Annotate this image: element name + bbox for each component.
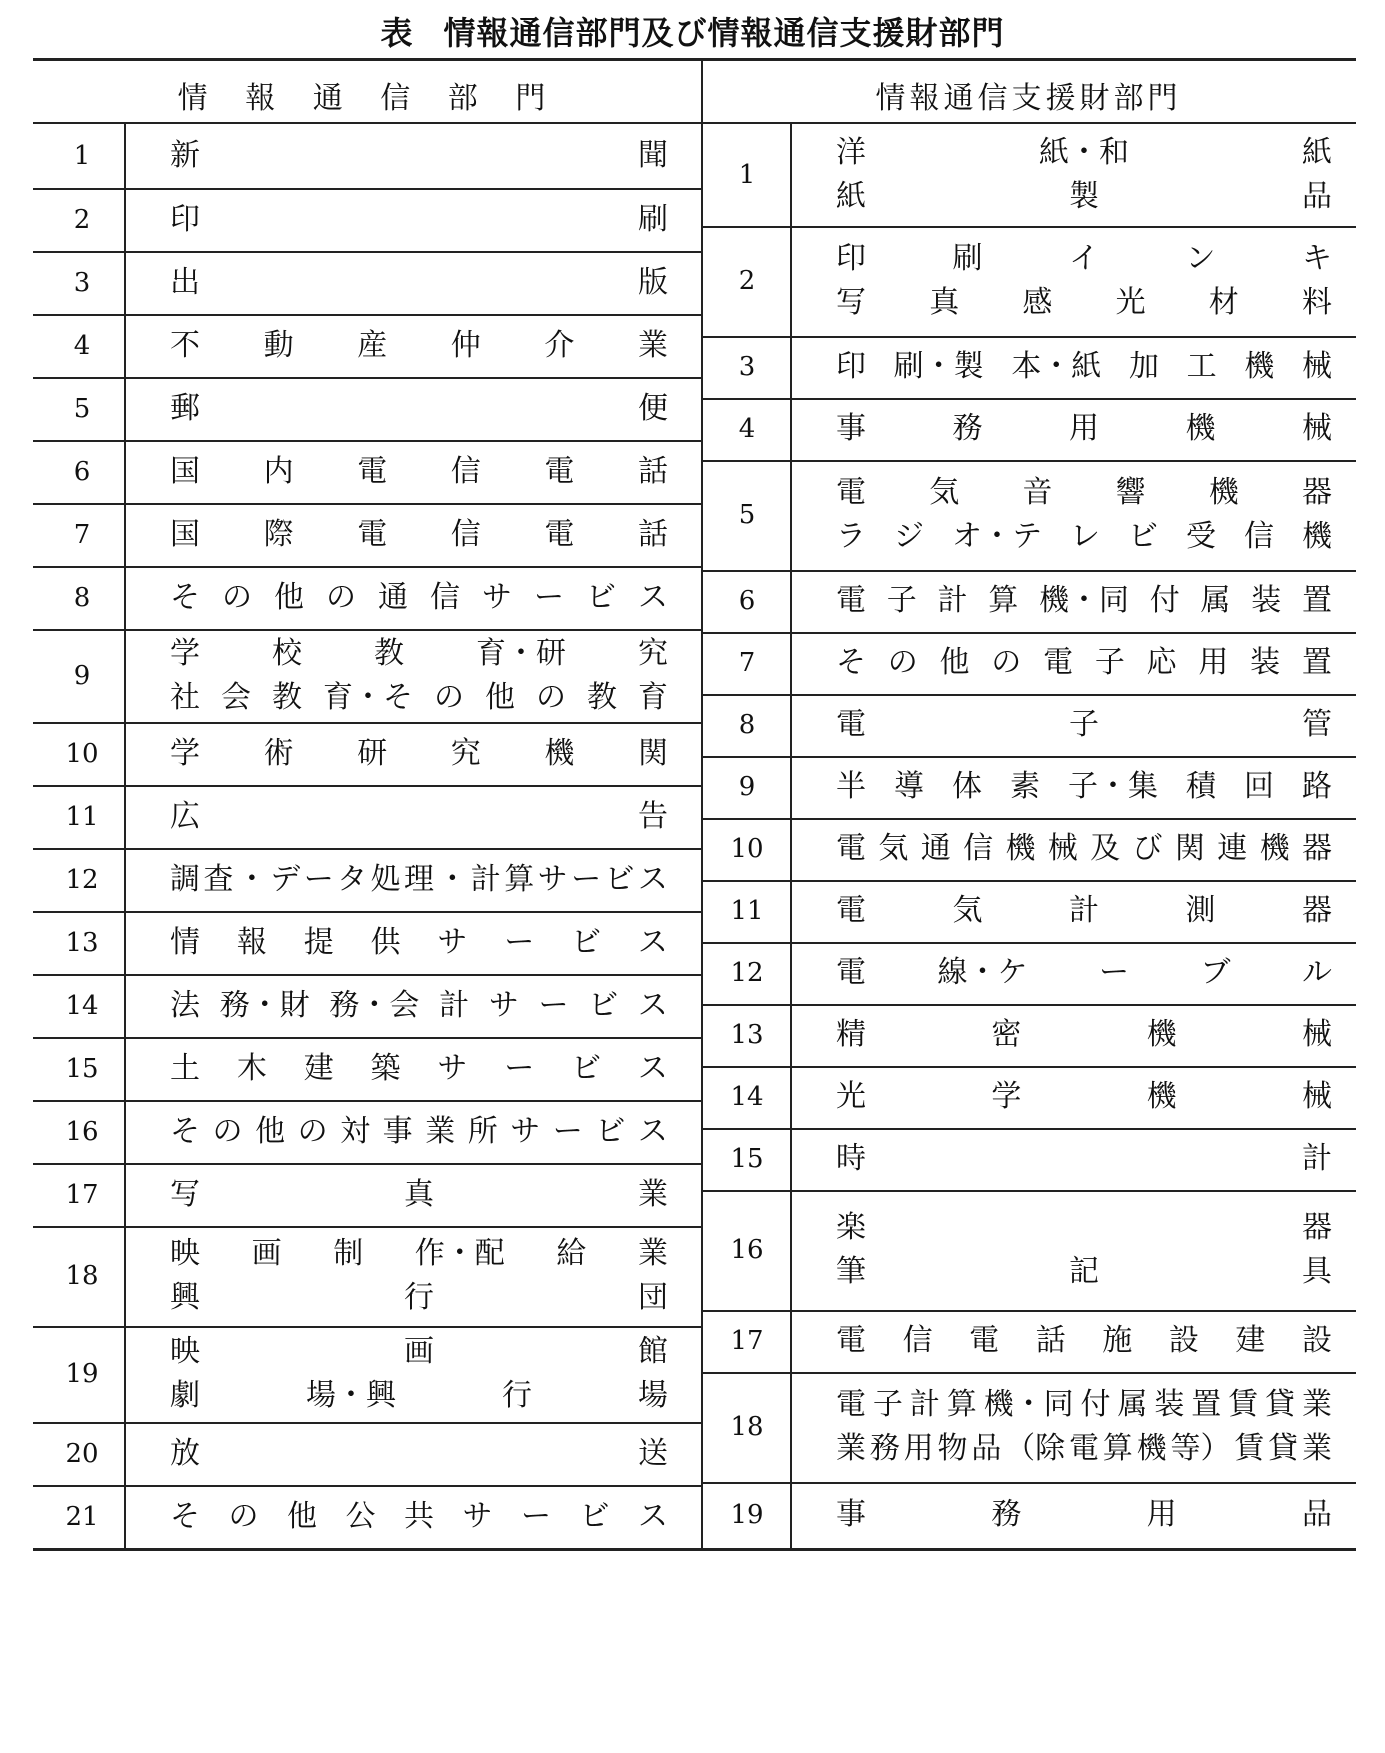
left-row-number: 15 [65,1053,99,1084]
left-row-number: 20 [65,1438,99,1469]
right-row-line: 筆 記 具 [836,1254,1332,1289]
rule-line [33,566,701,568]
right-row-line: 時 計 [836,1141,1332,1176]
left-row-name [170,797,668,837]
rule-line [33,503,701,505]
right-row-number: 2 [738,266,756,296]
table-label: 表 [380,14,414,52]
left-row-number: 7 [73,519,91,550]
rule-line [33,785,701,787]
right-row-line: 光 学 機 械 [836,1079,1332,1114]
left-row-line: 放 送 [170,1435,668,1471]
right-row-line: 電 子 管 [836,707,1332,742]
right-row-name [836,1015,1332,1055]
rule-line [33,58,1356,61]
right-row-name [836,1383,1332,1471]
left-row-line: 国 際 電 信 電 話 [170,516,668,552]
rule-line [33,122,701,124]
right-row-name [836,1495,1332,1535]
left-row-name [170,326,668,366]
rule-line [33,1037,701,1039]
left-row-name [170,1232,668,1320]
right-row-line: 印 刷 イ ン キ [836,241,1332,276]
left-row-number: 3 [73,267,91,298]
left-row-number: 14 [65,990,99,1021]
rule-line [701,460,1356,462]
rule-line [33,314,701,316]
right-row-line: 電 気 計 測 器 [836,893,1332,928]
left-row-name [170,452,668,492]
rule-line [33,974,701,976]
rule-line [33,1163,701,1165]
rule-line [33,1485,701,1487]
left-row-line: そ の 他 の 対 事 業 所 サ ー ビ ス [170,1113,668,1149]
left-row-number: 9 [73,660,91,691]
rule-line [701,694,1356,696]
rule-line [33,1226,701,1228]
column-line [124,124,126,1548]
right-row-number: 18 [730,1412,764,1442]
right-row-number: 16 [730,1235,764,1265]
right-row-line: 洋 紙・和 紙 [836,135,1332,170]
left-row-number: 13 [65,927,99,958]
right-row-name [836,829,1332,869]
left-row-line: 広 告 [170,798,668,834]
right-row-number: 15 [730,1144,764,1174]
left-row-number: 12 [65,864,99,895]
rule-line [701,226,1356,228]
left-row-number: 16 [65,1116,99,1147]
left-row-line: 劇 場・興 行 場 [170,1378,668,1413]
rule-line [701,818,1356,820]
rule-line [701,1482,1356,1484]
rule-line [33,1326,701,1328]
left-row-line: 学 術 研 究 機 関 [170,735,668,771]
left-row-line: 社 会 教 育・そ の 他 の 教 育 [170,679,668,715]
rule-line [33,911,701,913]
right-row-name [836,1321,1332,1361]
left-row-name [170,136,668,176]
rule-line [33,377,701,379]
left-row-number: 10 [65,738,99,769]
left-row-line: 興 行 団 [170,1280,668,1315]
right-row-number: 14 [730,1082,764,1112]
right-row-name [836,705,1332,745]
left-row-name [170,515,668,555]
right-row-name [836,409,1332,449]
left-row-line: 出 版 [170,264,668,300]
right-row-number: 9 [738,772,756,802]
right-row-name [836,1206,1332,1294]
right-row-name [836,581,1332,621]
left-row-line: 国 内 電 信 電 話 [170,453,668,489]
left-row-name [170,1497,668,1537]
rule-line [33,1422,701,1424]
rule-line [33,1548,1356,1551]
left-row-name [170,1434,668,1474]
right-row-number: 19 [730,1500,764,1530]
left-row-line: そ の 他 公 共 サ ー ビ ス [170,1498,668,1534]
rule-line [701,1372,1356,1374]
table-title [0,8,1385,54]
left-row-name [170,389,668,429]
right-row-number: 12 [730,958,764,988]
left-row-name [170,986,668,1026]
header-left: 情 報 通 信 部 門 [177,81,560,116]
left-row-line: 学 校 教 育・研 究 [170,635,668,671]
right-row-line: 楽 器 [836,1210,1332,1245]
right-row-line: 精 密 機 械 [836,1017,1332,1052]
rule-line [701,880,1356,882]
right-row-line: 事 務 用 機 械 [836,411,1332,446]
right-row-name [836,347,1332,387]
left-row-number: 11 [65,801,99,832]
rule-line [701,1310,1356,1312]
right-row-name [836,1077,1332,1117]
right-row-line: 印 刷・製 本・紙 加 工 機 械 [836,349,1332,384]
rule-line [701,122,1356,124]
rule-line [701,570,1356,572]
right-row-line: ラ ジ オ・テ レ ビ 受 信 機 [836,519,1332,554]
right-row-number: 5 [738,500,756,530]
left-row-number: 6 [73,456,91,487]
rule-line [33,188,701,190]
table-title-text: 情報通信部門及び情報通信支援財部門 [443,14,1005,52]
rule-line [33,722,701,724]
left-row-number: 21 [65,1501,99,1532]
left-row-line: 情 報 提 供 サ ー ビ ス [170,924,668,960]
rule-line [33,251,701,253]
left-row-number: 18 [65,1261,99,1291]
rule-line [701,942,1356,944]
right-row-name [836,131,1332,219]
right-row-name [836,953,1332,993]
right-row-number: 7 [738,648,756,678]
right-row-line: 紙 製 品 [836,179,1332,214]
left-row-name [170,1049,668,1089]
right-row-line: 業 務 用 物 品 （除 電 算 機 等） 賃 貸 業 [836,1431,1332,1466]
rule-line [33,1100,701,1102]
left-row-line: 映 画 制 作・配 給 業 [170,1236,668,1271]
left-row-name [170,860,668,900]
right-row-name [836,237,1332,325]
right-row-line: 写 真 感 光 材 料 [836,285,1332,320]
left-row-number: 19 [65,1359,99,1389]
rule-line [33,440,701,442]
left-row-name [170,1330,668,1418]
left-row-number: 5 [73,393,91,424]
right-row-number: 1 [738,160,756,190]
rule-line [701,1004,1356,1006]
left-row-name [170,200,668,240]
rule-line [701,1190,1356,1192]
left-row-number: 4 [73,330,91,361]
left-row-line: 印 刷 [170,201,668,237]
right-row-line: 電 線・ケ ー ブ ル [836,955,1332,990]
right-row-number: 13 [730,1020,764,1050]
left-row-line: 郵 便 [170,390,668,426]
left-row-name [170,578,668,618]
left-row-name [170,632,668,720]
right-row-line: 半 導 体 素 子・集 積 回 路 [836,769,1332,804]
rule-line [701,336,1356,338]
left-row-name [170,734,668,774]
rule-line [701,1128,1356,1130]
rule-line [701,1066,1356,1068]
left-row-line: 新 聞 [170,138,668,173]
left-row-line: そ の 他 の 通 信 サ ー ビ ス [170,579,668,615]
left-row-name [170,1175,668,1215]
header-right: 情報通信支援財部門 [875,81,1182,116]
right-row-name [836,767,1332,807]
left-row-line: 不 動 産 仲 介 業 [170,327,668,363]
right-row-line: 電 気 音 響 機 器 [836,475,1332,510]
right-row-number: 3 [738,352,756,382]
right-row-name [836,643,1332,683]
left-row-number: 1 [73,141,91,171]
left-row-line: 写 真 業 [170,1176,668,1212]
left-row-number: 17 [65,1179,99,1210]
right-row-number: 11 [730,896,764,926]
right-row-line: 電 子 計 算 機・同 付 属 装 置 [836,583,1332,618]
right-row-line: 電 気 通 信 機 械 及 び 関 連 機 器 [836,831,1332,866]
right-row-number: 4 [738,414,756,444]
right-row-number: 6 [738,586,756,616]
right-row-line: そ の 他 の 電 子 応 用 装 置 [836,645,1332,680]
right-row-name [836,471,1332,559]
right-row-line: 事 務 用 品 [836,1497,1332,1532]
left-row-line: 調 査 ・ デ ー タ 処 理 ・ 計 算 サ ー ビ ス [170,861,668,897]
right-row-line: 電 子 計 算 機・同 付 属 装 置 賃 貸 業 [836,1387,1332,1422]
left-row-line: 法 務・財 務・会 計 サ ー ビ ス [170,987,668,1023]
right-row-number: 17 [730,1326,764,1356]
left-row-name [170,923,668,963]
rule-line [701,632,1356,634]
right-row-number: 8 [738,710,756,740]
left-row-line: 土 木 建 築 サ ー ビ ス [170,1050,668,1086]
left-row-number: 2 [73,204,91,235]
rule-line [701,756,1356,758]
rule-line [701,398,1356,400]
rule-line [33,848,701,850]
left-row-number: 8 [73,582,91,613]
right-row-number: 10 [730,834,764,864]
right-row-line: 電 信 電 話 施 設 建 設 [836,1323,1332,1358]
column-line [701,58,703,1550]
right-row-name [836,891,1332,931]
left-row-name [170,263,668,303]
left-row-name [170,1112,668,1152]
left-row-line: 映 画 館 [170,1334,668,1369]
right-row-name [836,1139,1332,1179]
